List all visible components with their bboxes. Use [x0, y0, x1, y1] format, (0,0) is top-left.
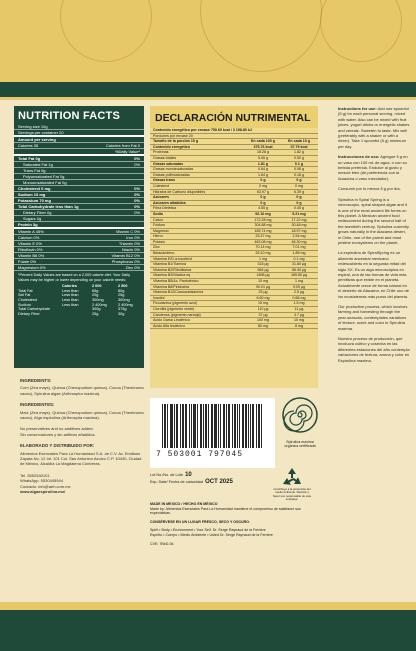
declaracion-row: Fibra Dietética 4.55 g 0.45 g	[150, 206, 318, 212]
table-cell: 25g	[92, 311, 99, 316]
declaracion-row: Proteínas 18.28 g 1.82 g	[150, 150, 318, 156]
table-cell: 375g	[118, 307, 127, 312]
declaracion-row: Azúcares 0 g 0 g	[150, 195, 318, 201]
exp-row: Exp. Date/ Fecha de caducidad OCT 2025	[150, 479, 233, 485]
table-cell: 300mg	[118, 297, 130, 302]
declaracion-row: Betacaroteno 25.10 mg 1.85 mg	[150, 251, 318, 257]
slogan-es: Espíritu • Cuerpo • Medio Ambiente • Usted Dr. Serge Raynaud de la Ferriere	[150, 532, 273, 537]
declaracion-row: Hidratos de Carbono disponibles 63.97 g 6.39 g	[150, 190, 318, 196]
table-cell: Dietary Fiber	[18, 311, 40, 316]
ingredients-title-en: INGREDIENTS:	[20, 378, 52, 383]
declaracion-row: Inositol 6.60 mg 0.66 mg	[150, 296, 318, 302]
made-in-section	[150, 502, 320, 546]
barcode-box	[150, 398, 275, 468]
nutrition-row: Riboflavin 0% Niacin 0%	[14, 247, 144, 253]
spiral-logo-icon	[280, 395, 320, 435]
table-header-cell: Calories	[62, 284, 77, 289]
ingredients-body-es: Maíz (Zea mays), Quinoa (Chenopodium quinoa), Cocoa (Theobroma cacao), Alga espirulina (Arthrospira maxima).	[20, 409, 144, 421]
table-cell: Total Carbohydrate	[18, 307, 51, 312]
declaracion-row: Azúcares añadidos 0 g 0 g	[150, 201, 318, 207]
table-header-cell: 2 000	[92, 284, 102, 289]
table-header-cell: 2 500	[118, 284, 128, 289]
about-spirulina-es: La espirulina de SpiralSpring es un alimento ancestral mexicano redescubierto en la segunda mitad del siglo XX. Es un alga microscópica en espiral, una de las formas de vida más primitivas que existe en el planeta. Actualmente crece de forma natural en el desierto de Atacama, en Chile uno de los ecosistemas más puros del planeta.	[338, 250, 409, 299]
table-cell: 2 400mg	[92, 302, 107, 307]
bottom-decorative-band	[0, 602, 416, 651]
ingredients-title-es: INGREDIENTES:	[20, 402, 55, 408]
producer-title: ELABORADO Y DISTRIBUIDO POR:	[20, 443, 95, 449]
table-cell: 65g	[92, 288, 99, 293]
daily-value-header: %Daily Value*	[14, 149, 144, 156]
servings-per-container: Servings per container 20	[14, 130, 144, 137]
nutrition-row: Calcium 0% Iron 0%	[14, 235, 144, 241]
table-cell: Less than	[62, 302, 79, 307]
whatsapp: WhatsApp. 5530445944	[20, 478, 63, 484]
table-cell: 2 400mg	[118, 302, 133, 307]
ingredients-body-en: Corn (Zea mays), Quinoa (Chenopodium quinoa), Cocoa (Theobroma cacao), Spirulina algae (Arthrospira maxima).	[20, 385, 144, 396]
ingredients-section	[20, 378, 145, 501]
table-cell: Sat Fat	[18, 293, 31, 298]
nutrition-row: Cholesterol 0 mg 0%	[14, 186, 144, 192]
made-in-note: Made by: Alimentos Esenciales Para La Humanidad mantiene el compromiso de satisfacer sus expectativas.	[150, 506, 301, 516]
declaracion-row: Magnesio 189.74 mg 18.97 mg	[150, 229, 318, 235]
nutrition-row: Dietary Fiber 0g 0%	[14, 210, 144, 216]
declaracion-title: DECLARACIÓN NUTRIMENTAL	[150, 106, 318, 128]
declaracion-row: Contenido energético 375.76 kcal 37.79 kcal	[150, 145, 318, 151]
declaracion-row: Grasas saturadas 1.81 g 0.1 g	[150, 162, 318, 168]
daily-values-table	[14, 284, 144, 316]
table-cell: Sodium	[18, 302, 31, 307]
declaracion-row: Calcio 172.28 mg 17.22 mg	[150, 218, 318, 224]
table-cell: Cholesterol	[18, 297, 38, 302]
lot-row: Lot No./No. de Lote 10	[150, 472, 192, 478]
declaracion-row: Grasas poliinsaturadas 1.64 g 0.16 g	[150, 173, 318, 179]
table-cell: Less than	[62, 297, 79, 302]
energy-line: Contenido energético por envase 750.60 kcal / 3 198.80 kJ	[150, 128, 318, 134]
declaracion-row: Clorofila (pigmento verde) 110 μg 11 μg	[150, 307, 318, 313]
nutrition-row: Potassium 70 mg 0%	[14, 198, 144, 204]
table-cell: 80g	[118, 288, 125, 293]
nutrition-row: Trans Fat 0g	[14, 168, 144, 174]
decorative-ring	[320, 0, 402, 62]
table-cell: Less than	[62, 293, 79, 298]
certification-box	[280, 395, 320, 465]
declaracion-row: Carotenos (pigmento naranja) 37 μg 3.7 μg	[150, 313, 318, 319]
nutrition-row: Saturated Fat 1g 0%	[14, 162, 144, 168]
declaracion-rows	[150, 145, 318, 330]
nutrition-row: Magnesium 0% Zinc 0%	[14, 265, 144, 271]
instructions-es: Instrucciones de uso: Agregue 5 g en un vaso con 100 mL de agua, o con su bebida preferida. Endulce al gusto y mezcle bien (de preferencia con la licuadora o vaso mezclador).	[338, 154, 408, 181]
storage-note: CONSÉRVESE EN UN LUGAR FRESCO, SECO Y OSCURO.	[150, 519, 251, 524]
declaracion-row: Sodio 92.10 mg 9.21 mg	[150, 212, 318, 218]
no-additives: No preservatives and no additives added. Sin conservadores y sin aditivos añadidos.	[20, 426, 96, 437]
nutrition-row: Polyunsaturated Fat 0g	[14, 174, 144, 180]
decorative-ring	[200, 0, 322, 72]
nutrition-facts-panel	[14, 106, 144, 368]
decorative-ring	[60, 0, 152, 62]
declaracion-row: Zinc 70.14 mg 7.01 mg	[150, 245, 318, 251]
nutrition-rows	[14, 156, 144, 271]
producer-body: Alimentos Esenciales Para La Humanidad S.A. de C.V. Av. Emiliano Zapata No. 12 Int. 101 Col. San Antonino Azolco C.P. 10430, Ciudad de México, Alcaldía La Magdalena Contreras.	[20, 450, 142, 467]
declaracion-row: Ácido Gama Linolénico 100 mg 10 mg	[150, 318, 318, 324]
consume-note: Consumir por lo menos 5 g por día.	[338, 186, 401, 192]
declaracion-row: Fósforo 304.88 mg 30.48 mg	[150, 223, 318, 229]
website: www.algaespirulina.mx/	[20, 489, 66, 495]
declaracion-nutrimental-panel	[150, 106, 318, 388]
table-cell: 300mg	[92, 297, 104, 302]
table-cell: Total Fat	[18, 288, 33, 293]
made-in-title: MADE IN MEXICO / HECHO EN MÉXICO	[150, 502, 218, 506]
nutrition-row: Total Carbohydrate less than 1g 0%	[14, 204, 144, 210]
portions-line: Porciones por envase 20	[150, 134, 318, 140]
declaracion-header: Tamaño de la porción 10 g En cada 100 g En cada 10 g	[150, 139, 318, 145]
barcode-icon	[158, 404, 266, 448]
certified-text: Spirulina maxima orgánica certificada	[284, 440, 316, 449]
declaracion-row: Vitamina B6/Piridoxina 90.01 μg 9.00 μg	[150, 285, 318, 291]
declaracion-row: Vitamina B2/Riboflavina 564 μg 56.40 μg	[150, 268, 318, 274]
right-column-text	[338, 106, 410, 368]
instructions-en: Instructions for use: Add one spoonful (5 g) for each personal serving, mixed with water. Also can be mixed with fruit juices, yogurt drinks or energetic shakes and cereals. Sweeten to taste. Mix well (preferably with a shaker or with a mixer). Take 1 spoonful (5 g) minimum per day.	[338, 106, 410, 149]
top-green-bar	[0, 82, 416, 97]
declaracion-row: Grasas monoinsaturadas 0.84 g 0.08 g	[150, 167, 318, 173]
declaracion-row: Vitamina B5/Ác. Pantoténico 10 mg 1 mg	[150, 279, 318, 285]
recycle-box	[272, 466, 312, 502]
amount-per-serving: Amount per serving	[14, 137, 144, 143]
nutrition-footnote: *Percent Daily Values are based on a 2,000 calorie diet. Your Daily Values may be higher or lower depending on your calorie needs:	[18, 273, 131, 282]
email: Contacto: info@aeh.com.mx	[20, 483, 71, 489]
nutrition-row: Folate 0% Phosphorus 0%	[14, 259, 144, 265]
declaracion-row: Ácido Alfa linolénico 80 mg 8 mg	[150, 324, 318, 330]
table-cell: 25g	[118, 293, 125, 298]
table-cell: 300g	[92, 307, 101, 312]
declaracion-row: Vitamina B1/Tiamina 318 μg 31.80 μg	[150, 262, 318, 268]
process-es: Nuestro proceso de producción, que involucra cultivo y cosecha en las diferentes estaciones del año contempla variaciones de textura, aroma y color en Espirulina maxima.	[338, 336, 410, 363]
declaracion-row: Ficocianina (pigmento azul) 15 mg 1.5 mg	[150, 301, 318, 307]
declaracion-row: Colesterol 0 mg 0 mg	[150, 184, 318, 190]
nutrition-row: Vitamin E 0% Thiamin 0%	[14, 241, 144, 247]
nutrition-row: Sugars 0g	[14, 216, 144, 222]
calories-row: Calories 35 Calories from Fat 0	[14, 143, 144, 149]
nutrition-row: Sodium 10 mg 0%	[14, 192, 144, 198]
declaracion-row: Hierro 25.47 mg 2.54 mg	[150, 234, 318, 240]
declaracion-row: Vitamina E/D-α-tocoferol 1 mg 0.1 mg	[150, 257, 318, 263]
bottom-gold-stripe	[0, 602, 416, 610]
nutrition-row: Vitamin B6 0% Vitamin B12 0%	[14, 253, 144, 259]
barcode-number: 7 503001 797045	[156, 450, 244, 459]
nutrition-row: Vitamin A 45% Vitamin C 0%	[14, 229, 144, 235]
declaracion-row: Grasas trans 0 g 0 g	[150, 178, 318, 184]
table-cell: Less than	[62, 288, 79, 293]
nutrition-row: Monounsaturated Fat 0g	[14, 180, 144, 186]
product-code: CVE: 7BeD-0k	[150, 541, 174, 546]
process-en: Our productive process, which involves farming and harvesting through the year-seasons, contemplates variations of texture, scent and color in Spirulina maxima.	[338, 304, 408, 331]
serving-size: Serving size 10g	[14, 124, 144, 130]
declaracion-row: Vitamina B3/Niacina eq 1898 μg 189.80 μg	[150, 273, 318, 279]
nutrition-row: Total Fat 0g 0%	[14, 156, 144, 162]
contact-info	[20, 473, 145, 495]
table-cell	[62, 312, 92, 317]
phone: Tel. 5552540101	[20, 472, 50, 478]
nutrition-facts-title: NUTRITION FACTS	[18, 110, 120, 122]
declaracion-row: Potasio 463.08 mg 46.30 mg	[150, 240, 318, 246]
table-cell: 30g	[118, 311, 125, 316]
recycle-icon	[280, 466, 304, 488]
declaracion-row: Grasas totales 5.06 g 0.50 g	[150, 156, 318, 162]
recycle-note: Contribuye a la protección del medio ambiente. Reciclar y hacer uso responsable de este empaque.	[272, 487, 312, 502]
nutrition-row: Protein 3g	[14, 222, 144, 229]
declaracion-row: Vitamina B12/Cianocobalamina 25 μg 2.5 μg	[150, 290, 318, 296]
table-cell: 20g	[92, 293, 99, 298]
about-spirulina-en: Spirulina in Spiral Spring is a microscopic, spiral shaped algae and it is one of the most ancient life forms on this planet. A Mexican ancient food rediscovered during the second half of the twentieth century. Spirulina currently grows naturally in the Atacama desert, in Chile, one of the purest and most pristine ecosystems on the planet.	[338, 196, 409, 245]
slogan-en: Spirit • Body • Environment • Your Self. Dr. Serge Raynaud de la Ferriere	[150, 528, 266, 533]
